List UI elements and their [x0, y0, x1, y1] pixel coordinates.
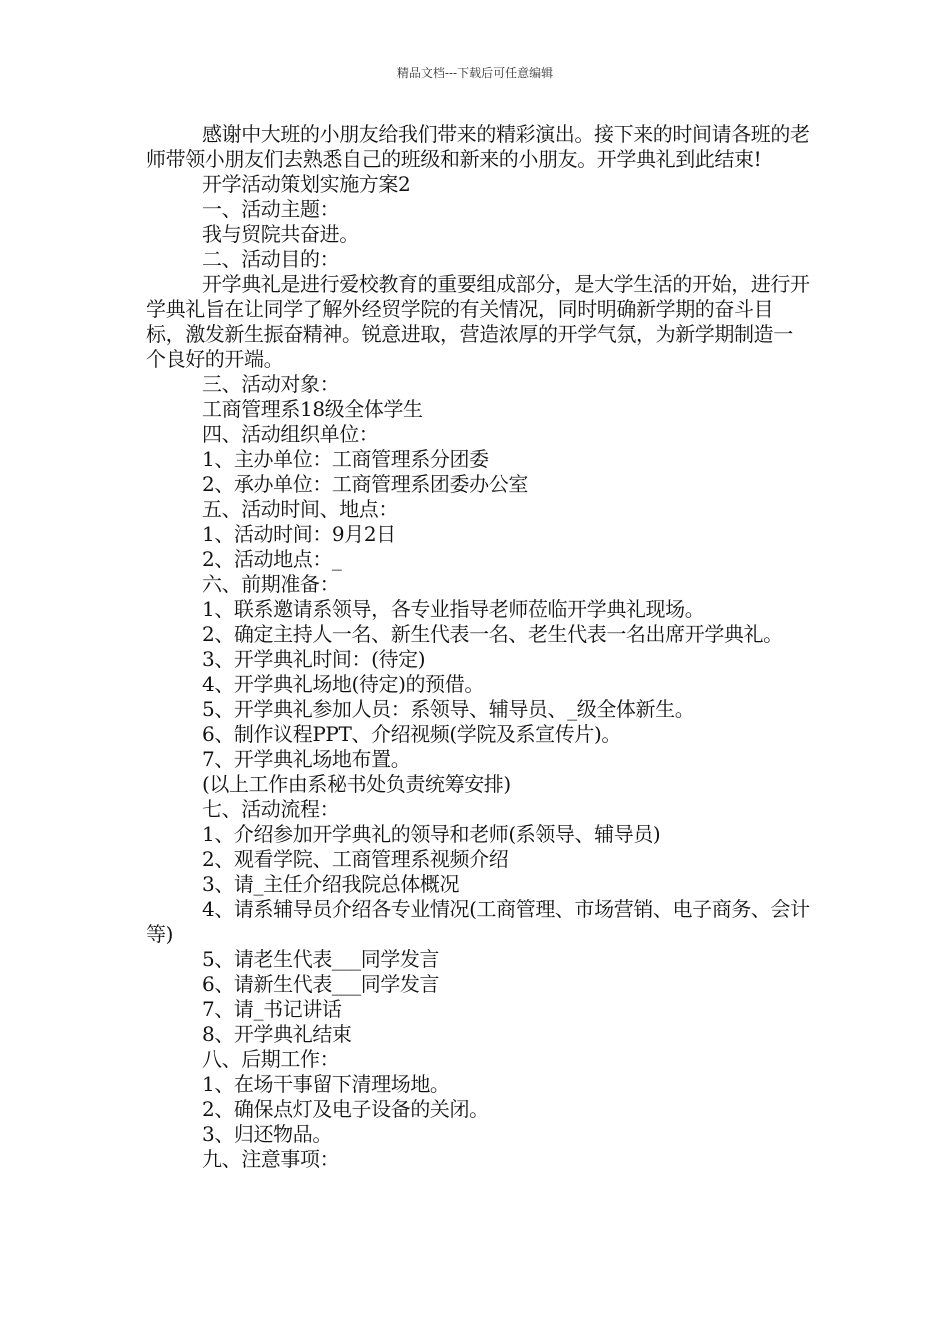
list-item: 6、请新生代表___同学发言: [202, 972, 440, 996]
paragraph: 感谢中大班的小朋友给我们带来的精彩演出。接下来的时间请各班的老师带领小朋友们去熟悉自己的班级和新来的小朋友。开学典礼到此结束!: [146, 122, 810, 171]
heading-theme: 一、活动主题：: [202, 197, 340, 221]
heading-time-place: 五、活动时间、地点：: [202, 497, 398, 521]
list-item: 1、介绍参加开学典礼的领导和老师(系领导、辅导员): [202, 822, 661, 846]
heading-audience: 三、活动对象：: [202, 372, 340, 396]
page-header: 精品文档---下载后可任意编辑: [396, 66, 554, 80]
list-item: 1、在场干事留下清理场地。: [202, 1072, 450, 1096]
section-title: 开学活动策划实施方案2: [202, 172, 411, 196]
paragraph: 开学典礼是进行爱校教育的重要组成部分，是大学生活的开始，进行开学典礼旨在让同学了解外经贸学院的有关情况，同时明确新学期的奋斗目标，激发新生振奋精神。锐意进取，营造浓厚的开学气氛，为新学期制造一个良好的开端。: [146, 272, 810, 371]
heading-process: 七、活动流程：: [202, 797, 340, 821]
heading-organizers: 四、活动组织单位：: [202, 422, 379, 446]
list-item: 7、请_书记讲话: [202, 997, 342, 1021]
paragraph: 我与贸院共奋进。: [202, 222, 359, 246]
list-item: 6、制作议程PPT、介绍视频(学院及系宣传片)。: [202, 722, 621, 746]
list-item: 4、开学典礼场地(待定)的预借。: [202, 672, 484, 696]
list-item: 4、请系辅导员介绍各专业情况(工商管理、市场营销、电子商务、会计等): [146, 897, 810, 946]
note: (以上工作由系秘书处负责统筹安排): [202, 772, 511, 796]
list-item: 2、活动地点：_: [202, 547, 342, 571]
list-item: 1、联系邀请系领导，各专业指导老师莅临开学典礼现场。: [202, 597, 705, 621]
list-item: 5、开学典礼参加人员：系领导、辅导员、_级全体新生。: [202, 697, 695, 721]
list-item: 2、承办单位：工商管理系团委办公室: [202, 472, 528, 496]
list-item: 2、确定主持人一名、新生代表一名、老生代表一名出席开学典礼。: [202, 622, 783, 646]
heading-notes: 九、注意事项：: [202, 1147, 340, 1171]
list-item: 3、归还物品。: [202, 1122, 332, 1146]
document-body: [146, 122, 810, 1172]
list-item: 3、请_主任介绍我院总体概况: [202, 872, 460, 896]
list-item: 8、开学典礼结束: [202, 1022, 352, 1046]
list-item: 1、活动时间：9月2日: [202, 522, 396, 546]
list-item: 5、请老生代表___同学发言: [202, 947, 440, 971]
list-item: 1、主办单位：工商管理系分团委: [202, 447, 489, 471]
paragraph: 工商管理系18级全体学生: [202, 397, 423, 421]
heading-preparation: 六、前期准备：: [202, 572, 340, 596]
list-item: 2、确保点灯及电子设备的关闭。: [202, 1097, 489, 1121]
heading-purpose: 二、活动目的：: [202, 247, 340, 271]
heading-followup: 八、后期工作：: [202, 1047, 340, 1071]
list-item: 2、观看学院、工商管理系视频介绍: [202, 847, 509, 871]
list-item: 7、开学典礼场地布置。: [202, 747, 411, 771]
list-item: 3、开学典礼时间：(待定): [202, 647, 426, 671]
